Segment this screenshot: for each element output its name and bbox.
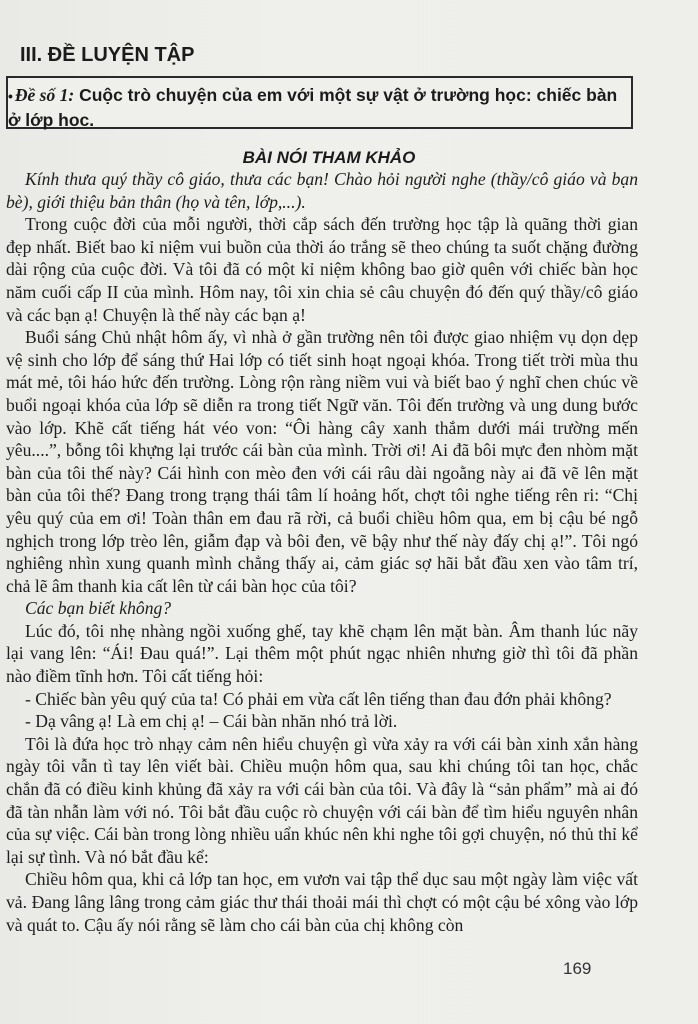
dialogue-line: - Chiếc bàn yêu quý của ta! Có phải em vừa cất lên tiếng than đau đớn phải không? — [25, 688, 612, 709]
dialogue-line: - Dạ vâng ạ! Là em chị ạ! – Cái bàn nhăn nhó trả lời. — [25, 711, 398, 732]
paragraph-intro: Kính thưa quý thầy cô giáo, thưa các bạn! Chào hỏi người nghe (thầy/cô giáo và bạn bè), giới thiệu bản thân (họ và tên, lớp,...). — [6, 169, 638, 212]
paragraph-question: Các bạn biết không? — [25, 598, 172, 619]
paragraph: Tôi là đứa học trò nhạy cảm nên hiểu chuyện gì vừa xảy ra với cái bàn xinh xắn hàng ngày tôi vẫn tì tay lên viết bài. Chiều muộn hôm qua, sau khi chúng tôi tan học, chắc chắn đã có điều kinh khủng đã xảy ra với cái bàn của tôi. Và đây là “sản phẩm” mà ai đó đã tàn nhẫn làm với nó. Tôi bắt đầu cuộc rò chuyện với cái bàn để tìm hiểu nguyên nhân của sự việc. Cái bàn trong lòng nhiều uẩn khúc nên khi nghe tôi gợi chuyện, nó thủ thỉ kể lại sự tình. Và nó bắt đầu kể: — [6, 733, 638, 867]
exercise-text-1: Cuộc trò chuyện của em với một sự vật ở trường học: chiếc bàn — [74, 85, 618, 105]
speech-body — [6, 168, 638, 936]
speech-title: BÀI NÓI THAM KHẢO — [242, 148, 416, 167]
paragraph: Lúc đó, tôi nhẹ nhàng ngồi xuống ghế, tay khẽ chạm lên mặt bàn. Âm thanh lúc nãy lại vang lên: “Ái! Đau quá!”. Lại thêm một phút ngạc nhiên nhưng giờ thì tôi đã phần nào điềm tĩnh hơn. Tôi cất tiếng hỏi: — [6, 620, 638, 687]
section-heading: III. ĐỀ LUYỆN TẬP — [20, 44, 195, 66]
exercise-title-line-2: ở lớp học. — [8, 110, 95, 130]
paragraph: Buổi sáng Chủ nhật hôm ấy, vì nhà ở gần trường nên tôi được giao nhiệm vụ dọn dẹp vệ sinh cho lớp để sáng thứ Hai lớp có tiết sinh hoạt ngoại khóa. Trong tiết trời mùa thu mát mẻ, tôi háo hức đến trường. Lòng rộn ràng niềm vui và biết bao ý nghĩ chen chúc về buổi ngoại khóa của lớp sẽ diễn ra trong tiết Ngữ văn. Tôi đến trường và ung dung bước vào lớp. Khẽ cất tiếng hát véo von: “Ôi hàng cây xanh thắm dưới mái trường mến yêu....”, bỗng tôi khựng lại trước cái bàn của mình. Trời ơi! Ai đã bôi mực đen nhòm mặt bàn của tôi thế này? Cái hình con mèo đen với cái râu dài ngoằng này ai đã vẽ lên mặt bàn của tôi thế? Đang trong trạng thái tâm lí hoảng hốt, chợt tôi nghe tiếng rên ri: “Chị yêu quý của em ơi! Toàn thân em đau rã rời, cả buổi chiều hôm qua, em bị cậu bé ngỗ nghịch trong lớp trèo lên, giẫm đạp và bôi đen, vẽ bậy như thế này đấy chị ạ!”. Tôi ngó nghiêng nhìn xung quanh mình chẳng thấy ai, cảm giác sợ hãi bắt đầu xen vào tâm trí, chả lẽ âm thanh kia cất lên từ cái bàn học của tôi? — [6, 327, 638, 596]
page-number: 169 — [563, 959, 592, 978]
paragraph: Trong cuộc đời của mỗi người, thời cắp sách đến trường học tập là quãng thời gian đẹp nhất. Biết bao kỉ niệm vui buồn của thời áo trắng sẽ theo chúng ta suốt chặng đường dài rộng của cuộc đời. Và tôi đã có một kỉ niệm không bao giờ quên với chiếc bàn học năm cuối cấp II của mình. Hôm nay, tôi xin chia sẻ câu chuyện đó đến quý thầy/cô giáo và các bạn ạ! Chuyện là thế này các bạn ạ! — [6, 214, 638, 325]
exercise-box — [6, 76, 633, 129]
bullet-icon: • — [8, 88, 13, 104]
exercise-label: Đề số 1: — [14, 85, 75, 105]
exercise-title-line-1 — [8, 83, 621, 108]
paragraph: Chiều hôm qua, khi cả lớp tan học, em vươn vai tập thể dục sau một ngày làm việc vất vả. Đang lâng lâng trong cảm giác thư thái thoải mái thì chợt có một cậu bé xông vào lớp và quát to. Cậu ấy nói rằng sẽ làm cho cái bàn của chị không còn — [6, 869, 638, 935]
